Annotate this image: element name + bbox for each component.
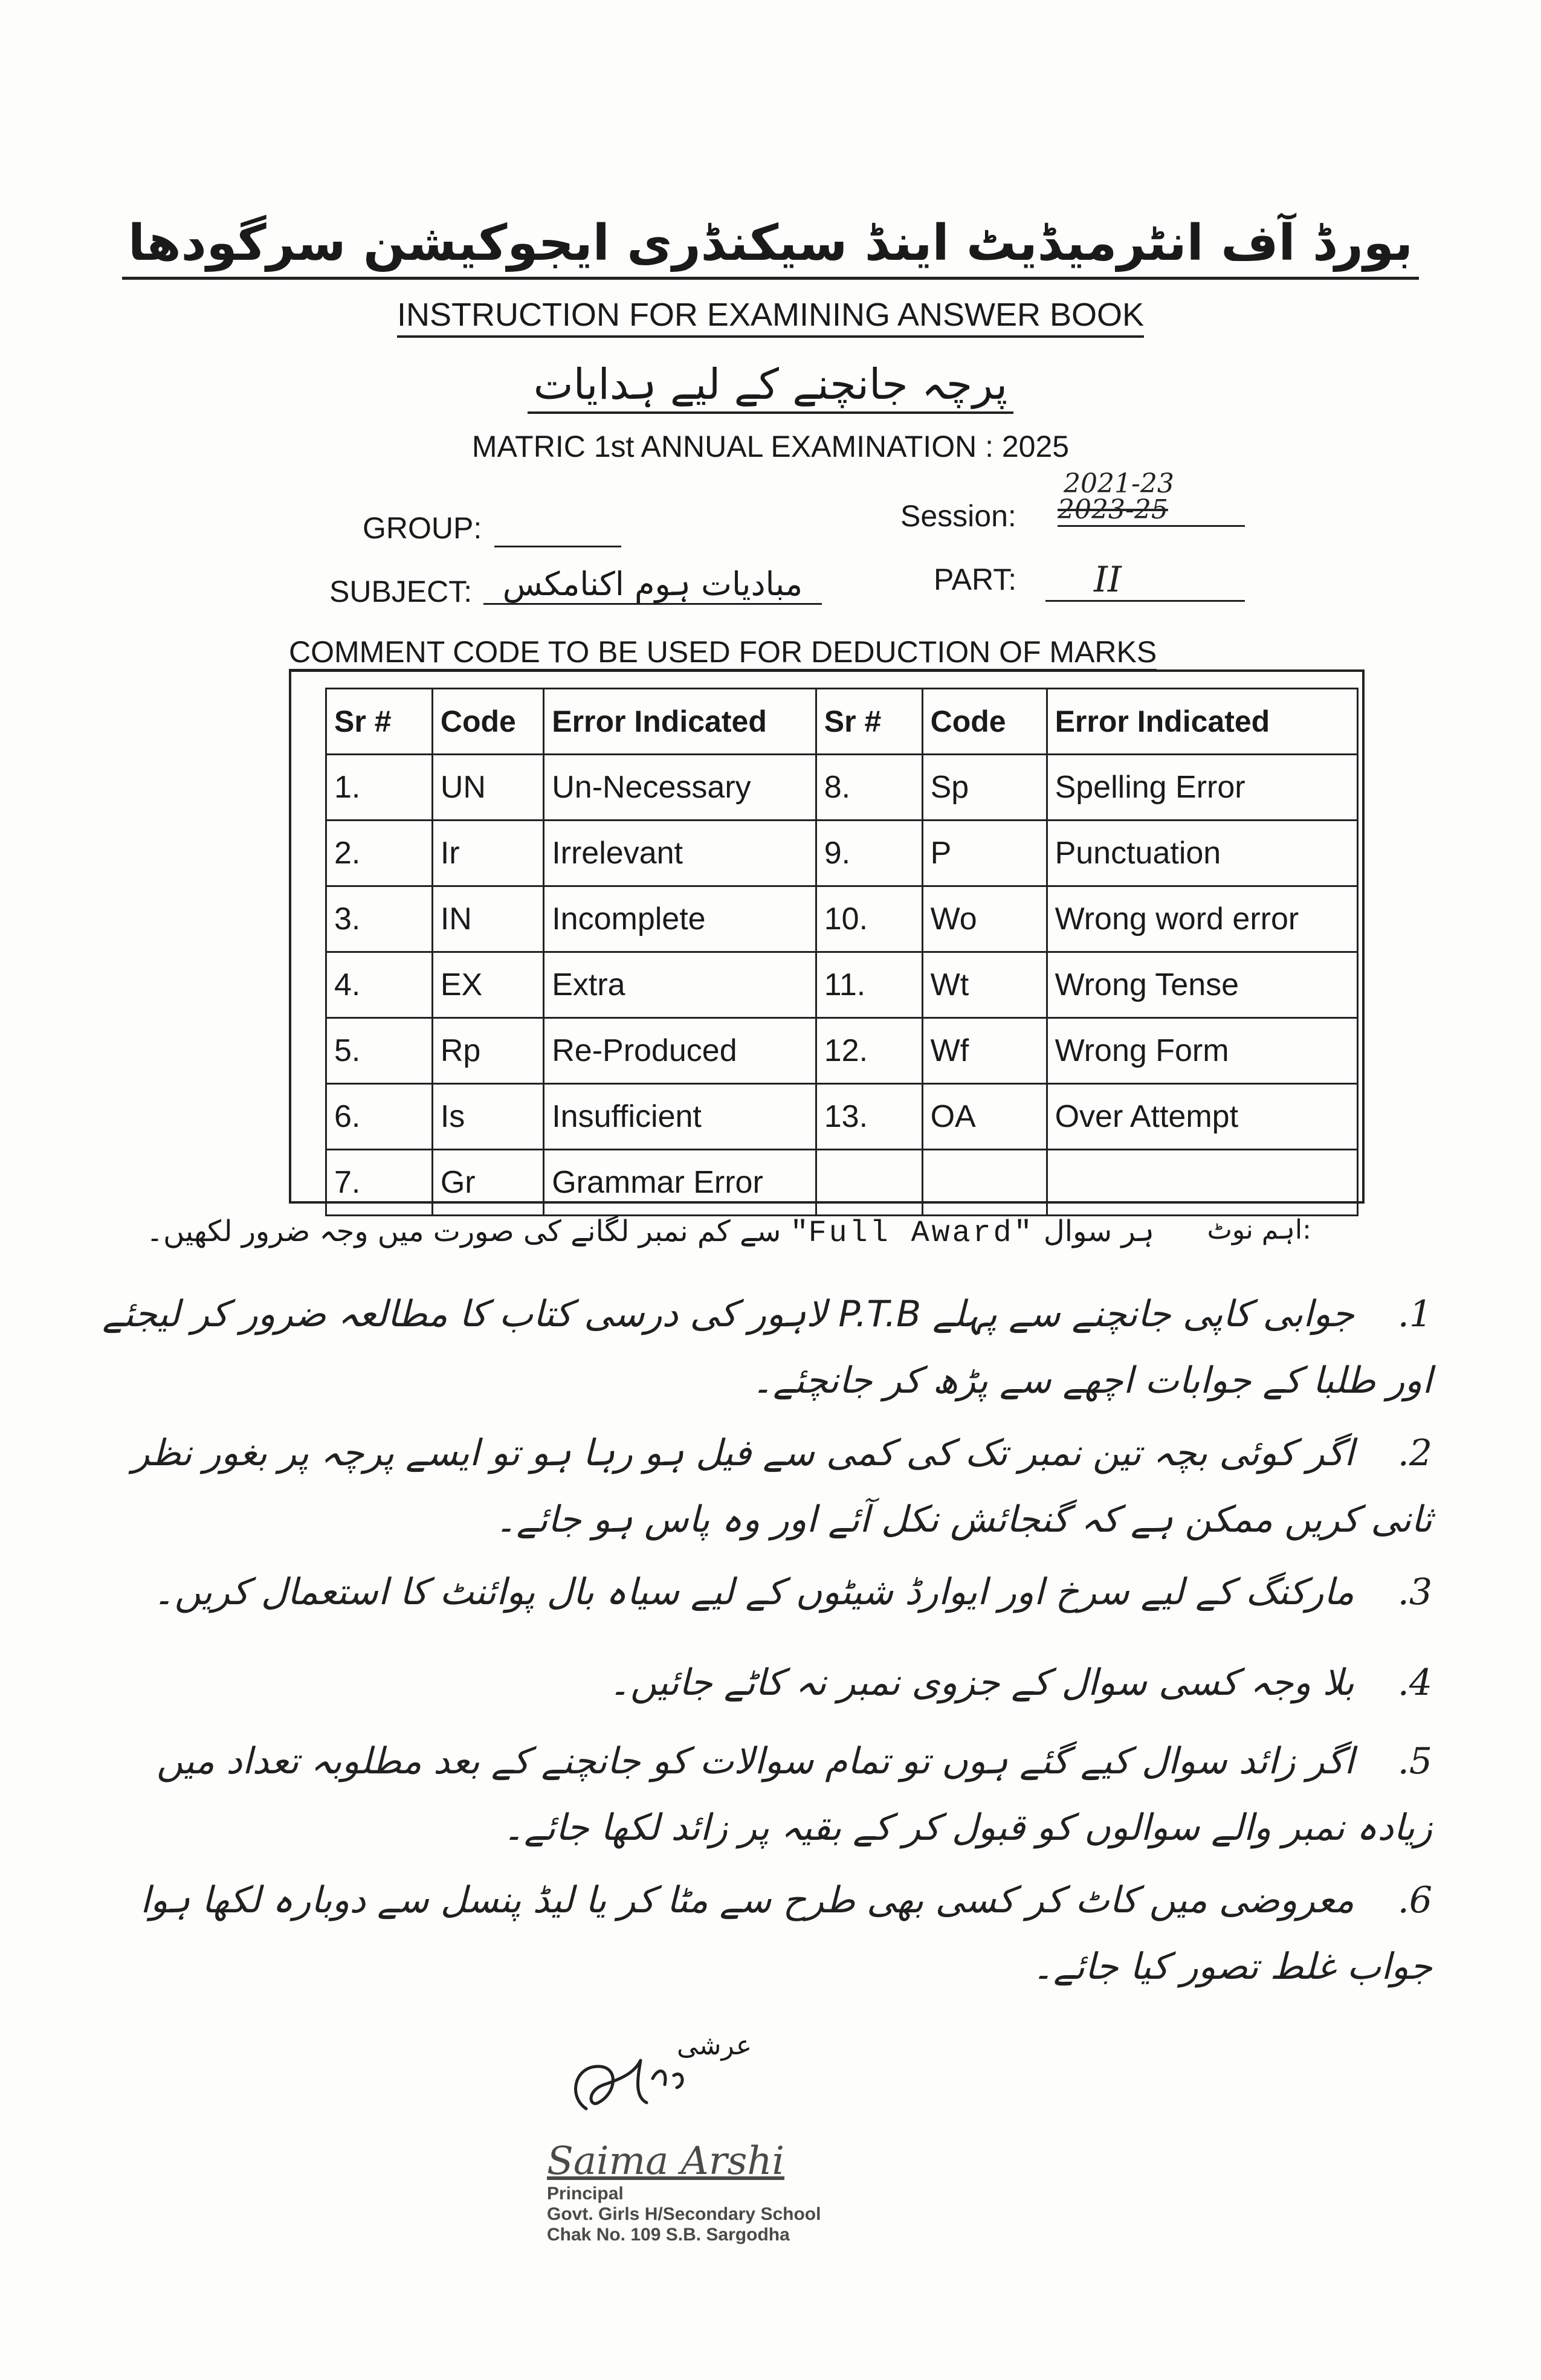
group-value — [494, 511, 621, 547]
note-label: اہم نوٹ: — [1207, 1214, 1311, 1245]
instruction-6 — [91, 1867, 1432, 2000]
cell-sr: 6. — [326, 1084, 433, 1150]
header-code: Code — [432, 689, 543, 755]
instruction-2 — [91, 1420, 1432, 1553]
instruction-text: بلا وجہ کسی سوال کے جزوی نمبر نہ کاٹے جائیں۔ — [609, 1662, 1354, 1704]
cell-sr: 11. — [816, 952, 922, 1018]
cell-sr: 5. — [326, 1018, 433, 1084]
cell-error: Wrong Form — [1047, 1018, 1357, 1084]
comment-code-title: COMMENT CODE TO BE USED FOR DEDUCTION OF MARKS — [289, 634, 1157, 669]
cell-error: Un-Necessary — [544, 755, 816, 821]
instruction-text: مارکنگ کے لیے سرخ اور ایوارڈ شیٹوں کے لیے سیاہ بال پوائنٹ کا استعمال کریں۔ — [153, 1571, 1354, 1613]
session-value-old: 2021-23 — [1064, 468, 1174, 499]
cell-error: Insufficient — [544, 1084, 816, 1150]
subject-value: مبادیات ہوم اکنامکس — [483, 565, 822, 605]
table-row — [326, 952, 1358, 1018]
session-field — [1058, 494, 1245, 527]
cell-sr: 13. — [816, 1084, 922, 1150]
cell-code: Gr — [432, 1150, 543, 1216]
cell-sr: 2. — [326, 821, 433, 886]
instruction-text: معروضی میں کاٹ کر کسی بھی طرح سے مٹا کر یا لیڈ پنسل سے دوبارہ لکھا ہوا جواب غلط تصور کیا جائے۔ — [140, 1879, 1432, 1988]
table-row — [326, 1084, 1358, 1150]
part-value: II — [1045, 559, 1245, 602]
cell-error: Irrelevant — [544, 821, 816, 886]
document-subtitle-urdu: پرچہ جانچنے کے لیے ہدایات — [0, 360, 1541, 409]
session-label: Session: — [900, 499, 1016, 533]
instruction-1 — [91, 1281, 1432, 1414]
cell-error: Re-Produced — [544, 1018, 816, 1084]
cell-sr: 8. — [816, 755, 922, 821]
cell-error — [1047, 1150, 1357, 1216]
stamp-address: Chak No. 109 S.B. Sargodha — [547, 2225, 790, 2245]
cell-code: Ir — [432, 821, 543, 886]
header-sr: Sr # — [326, 689, 433, 755]
stamp-school: Govt. Girls H/Secondary School — [547, 2204, 821, 2224]
instruction-text: جوابی کاپی جانچنے سے پہلے P.T.B لاہور کی درسی کتاب کا مطالعہ ضرور کر لیجئے اور طلبا کے جوابات اچھے سے پڑھ کر جانچئے۔ — [102, 1293, 1432, 1402]
cell-code: Rp — [432, 1018, 543, 1084]
cell-error: Extra — [544, 952, 816, 1018]
instruction-number: 5. — [1397, 1740, 1432, 1782]
table-header-row — [326, 689, 1358, 755]
cell-code: Wf — [922, 1018, 1047, 1084]
header-error-2: Error Indicated — [1047, 689, 1357, 755]
instruction-text: اگر کوئی بچہ تین نمبر تک کی کمی سے فیل ہو رہا ہو تو ایسے پرچہ پر بغور نظر ثانی کریں ممکن ہے کہ گنجائش نکل آئے اور وہ پاس ہو جائے۔ — [132, 1432, 1432, 1541]
note-text-before: ہر سوال — [1043, 1214, 1154, 1248]
cell-sr: 9. — [816, 821, 922, 886]
subject-label: SUBJECT: — [329, 575, 473, 608]
exam-name: MATRIC 1st ANNUAL EXAMINATION : 2025 — [471, 430, 1070, 463]
cell-error: Grammar Error — [544, 1150, 816, 1216]
group-label: GROUP: — [363, 511, 482, 545]
cell-code: Is — [432, 1084, 543, 1150]
cell-sr: 7. — [326, 1150, 433, 1216]
principal-stamp — [547, 2139, 849, 2260]
document-title: INSTRUCTION FOR EXAMINING ANSWER BOOK — [0, 296, 1541, 334]
header-code-2: Code — [922, 689, 1047, 755]
cell-code: IN — [432, 886, 543, 952]
board-title-urdu: بورڈ آف انٹرمیڈیٹ اینڈ سیکنڈری ایجوکیشن سرگودھا — [0, 214, 1541, 272]
cell-sr: 1. — [326, 755, 433, 821]
cell-code: Wt — [922, 952, 1047, 1018]
comment-code-table — [325, 688, 1358, 1216]
instruction-number: 6. — [1397, 1879, 1432, 1921]
instruction-number: 3. — [1397, 1571, 1432, 1613]
note-text-after: سے کم نمبر لگانے کی صورت میں وجہ ضرور لکھیں۔ — [146, 1214, 781, 1248]
instruction-4 — [91, 1650, 1432, 1716]
signature-urdu: عرشی — [677, 2030, 752, 2061]
header-error: Error Indicated — [544, 689, 816, 755]
table-row — [326, 886, 1358, 952]
cell-code — [922, 1150, 1047, 1216]
session-value: 2023-25 — [1058, 494, 1245, 527]
cell-error: Wrong Tense — [1047, 952, 1357, 1018]
note-full-award: "Full Award" — [790, 1216, 1035, 1251]
cell-sr: 12. — [816, 1018, 922, 1084]
subject-field — [483, 565, 822, 605]
cell-error: Over Attempt — [1047, 1084, 1357, 1150]
important-note — [0, 1214, 1541, 1263]
instruction-number: 1. — [1397, 1293, 1432, 1335]
instruction-text: اگر زائد سوال کیے گئے ہوں تو تمام سوالات کو جانچنے کے بعد مطلوبہ تعداد میں زیادہ نمبر والے سوالوں کو قبول کر کے بقیہ پر زائد لکھا جائے۔ — [157, 1740, 1432, 1849]
instruction-3 — [91, 1559, 1432, 1625]
cell-error: Wrong word error — [1047, 886, 1357, 952]
cell-code: OA — [922, 1084, 1047, 1150]
group-field — [494, 511, 621, 550]
part-field — [1045, 559, 1245, 602]
header-sr-2: Sr # — [816, 689, 922, 755]
cell-sr: 3. — [326, 886, 433, 952]
stamp-title: Principal — [547, 2184, 624, 2204]
cell-error: Incomplete — [544, 886, 816, 952]
instruction-number: 4. — [1397, 1662, 1432, 1704]
cell-error: Punctuation — [1047, 821, 1357, 886]
table-row — [326, 821, 1358, 886]
cell-code: EX — [432, 952, 543, 1018]
note-text — [146, 1214, 1154, 1251]
stamp-name: Saima Arshi — [547, 2139, 784, 2184]
cell-sr: 10. — [816, 886, 922, 952]
cell-sr — [816, 1150, 922, 1216]
cell-code: Sp — [922, 755, 1047, 821]
cell-error: Spelling Error — [1047, 755, 1357, 821]
cell-code: Wo — [922, 886, 1047, 952]
instruction-5 — [91, 1728, 1432, 1861]
table-row — [326, 755, 1358, 821]
instruction-number: 2. — [1397, 1432, 1432, 1474]
table-row — [326, 1150, 1358, 1216]
cell-sr: 4. — [326, 952, 433, 1018]
cell-code: UN — [432, 755, 543, 821]
table-row — [326, 1018, 1358, 1084]
cell-code: P — [922, 821, 1047, 886]
part-label: PART: — [934, 563, 1017, 596]
